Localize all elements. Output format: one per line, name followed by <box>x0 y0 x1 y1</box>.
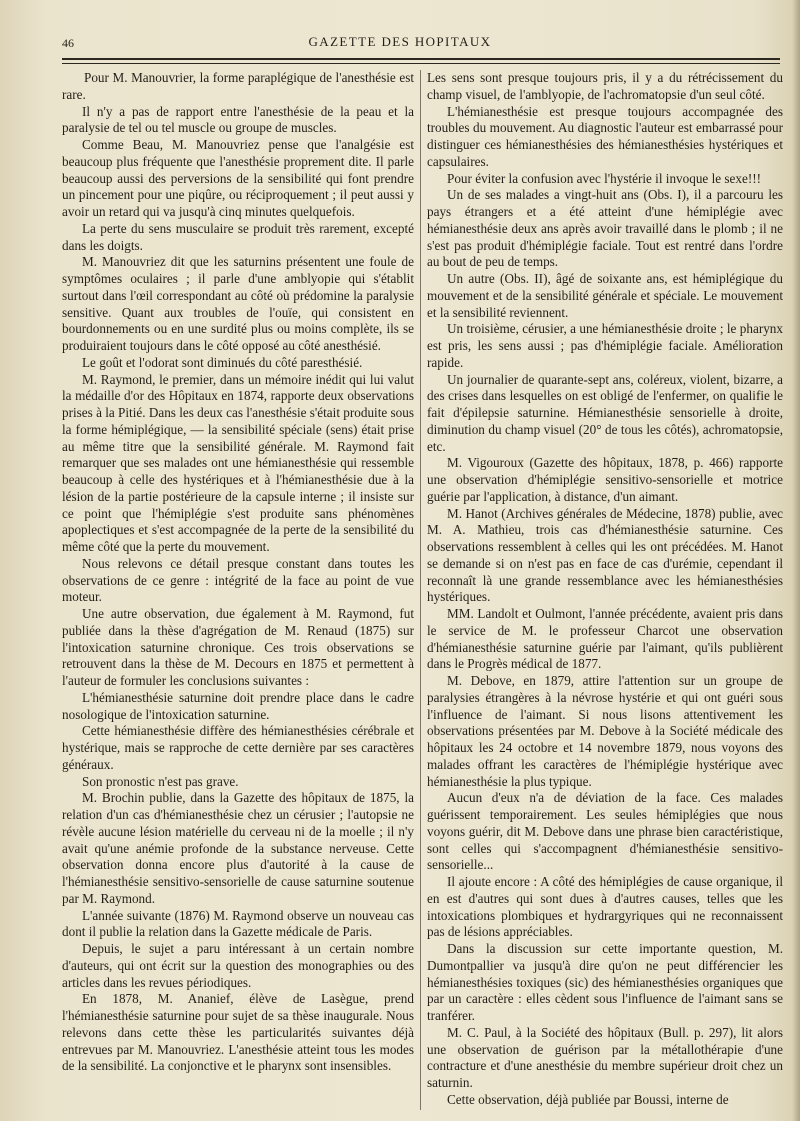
paragraph: La perte du sens musculaire se produit très rarement, excepté dans les doigts. <box>62 220 414 253</box>
running-title: GAZETTE DES HOPITAUX <box>308 34 492 49</box>
paragraph: Cette observation, déjà publiée par Boussi, interne de <box>447 1091 729 1107</box>
paragraph: Dans la discussion sur cette importante question, M. Dumontpallier va jusqu'à dire qu'on ne peut différencier les hémianesthésies toxiques (sic) des hémianesthésies organiques que par un caractère : elles cèdent sous l'influence de l'aimant sans se tranférer. <box>427 941 783 1023</box>
paragraph: Depuis, le sujet a paru intéressant à un certain nombre d'auteurs, qui ont écrit sur la question des monographies ou des articles dans les revues périodiques. <box>62 941 414 990</box>
paragraph: M. Raymond, le premier, dans un mémoire inédit qui lui valut la médaille d'or des Hôpitaux en 1874, rapporte deux observations prises à la Pitié. Dans les deux cas l'anesthésie s'était produite sous la forme hémiplégique, — la sensibilité spéciale (sens) était prise au même titre que la sensibilité générale. M. Raymond fait remarquer que ses malades ont une hémianesthésie qui ressemble beaucoup à celle des hystériques et à l'hémianesthésie due à la lésion de la partie postérieure de la capsule interne ; il insiste sur ce point que l'hémiplégie s'est produite sans phénomènes apoplectiques et s'est accompagnée de la perte de la sensibilité du même côté que la perte du mouvement. <box>62 371 414 554</box>
paragraph: Un journalier de quarante-sept ans, coléreux, violent, bizarre, a des crises dans lesquelles on est obligé de l'enfermer, on qualifie le fait d'épilepsie saturnine. Hémianesthésie sensorielle à droite, diminution du champ visuel (20° de tous les côtés), achromatopsie, etc. <box>427 371 783 454</box>
paragraph: Aucun d'eux n'a de déviation de la face. Ces malades guérissent temporairement. Les seules hémiplégies que nous voyons guérir, dit M. Debove dans une phrase bien caractéristique, sont celles qui s'accompagnent d'hémianesthésie sensitivo-sensorielle... <box>427 790 783 873</box>
paragraph: Les sens sont presque toujours pris, il y a du rétrécissement du champ visuel, de l'amblyopie, de l'achromatopsie d'un seul côté. <box>427 70 783 102</box>
paragraph: Un troisième, cérusier, a une hémianesthésie droite ; le pharynx est pris, les sens aussi ; pas d'hémiplégie faciale. Amélioration rapide. <box>427 321 783 370</box>
paragraph: M. Manouvriez dit que les saturnins présentent une foule de symptômes oculaires ; il parle d'une amblyopie qui s'établit surtout dans l'œil correspondant au côté où prédomine la paralysie sensitive. Quant aux troubles de l'ouïe, qui consistent en bourdonnements ou en une surdité plus ou moins complète, ils se produiraient toujours dans le côté opposé au côté anesthésié. <box>62 254 414 353</box>
paragraph: Pour éviter la confusion avec l'hystérie il invoque le sexe!!! <box>447 170 762 186</box>
paragraph: Comme Beau, M. Manouvriez pense que l'analgésie est beaucoup plus fréquente que l'anesthésie proprement dite. Il parle beaucoup aussi des perversions de la sensibilité qui font prendre un pincement pour une piqûre, ou réciproquement ; il peut aussi y avoir un retard qui va jusqu'à cinq minutes quelquefois. <box>62 137 414 219</box>
paragraph: Un autre (Obs. II), âgé de soixante ans, est hémiplégique du mouvement et de la sensibilité générale et spéciale. Le mouvement et la sensibilité reviennent. <box>427 271 783 320</box>
paragraph: M. C. Paul, à la Société des hôpitaux (Bull. p. 297), lit alors une observation de guérison par la métallothérapie d'une contracture et d'une anesthésie du membre supérieur droit chez un saturnin. <box>427 1024 783 1090</box>
paragraph: M. Debove, en 1879, attire l'attention sur un groupe de paralysies étrangères à la névrose hystérie et qui ont guéri sous l'influence de l'aimant. Si nous lisons attentivement les observations présentées par M. Debove à la Société médicale des hôpitaux les 24 octobre et 14 novembre 1879, nous voyons des malades offrant les caractères de l'hémiplégie hystérique avec hémianesthésie la plus typique. <box>427 673 783 789</box>
header-rule-thin <box>62 63 780 64</box>
paragraph: Le goût et l'odorat sont diminués du côté paresthésié. <box>82 354 363 370</box>
paragraph: Son pronostic n'est pas grave. <box>82 773 239 789</box>
paragraph: Il ajoute encore : A côté des hémiplégies de cause organique, il en est d'autres qui sont dues à d'autres causes, telles que les intoxications plombiques et hydrargyriques qui ne reconnaissent pas de lésions appréciables. <box>427 874 783 940</box>
paragraph: Il n'y a pas de rapport entre l'anesthésie de la peau et la paralysie de tel ou tel muscle ou groupe de muscles. <box>62 103 414 136</box>
paragraph: L'hémianesthésie saturnine doit prendre place dans le cadre nosologique de l'intoxication saturnine. <box>62 689 414 722</box>
paragraph: MM. Landolt et Oulmont, l'année précédente, avaient pris dans le service de M. le professeur Charcot une observation d'hémianesthésie saturnine guérie par l'aimant, qu'ils publièrent dans le Progrès médical de 1877. <box>427 606 783 672</box>
paragraph: M. Hanot (Archives générales de Médecine, 1878) publie, avec M. A. Mathieu, trois cas d'hémianesthésie saturnine. Ces observations ressemblent à celles qui les ont précédées. M. Hanot se demande si on n'est pas en face de cas d'urémie, cependant il reconnaît là une grande ressemblance avec les hémianesthésies hystériques. <box>427 505 783 605</box>
paragraph: Pour M. Manouvrier, la forme paraplégique de l'anesthésie est rare. <box>62 70 414 102</box>
paragraph: M. Vigouroux (Gazette des hôpitaux, 1878, p. 466) rapporte une observation d'hémiplégie sensitivo-sensorielle et motrice guérie par l'application, à distance, d'un aimant. <box>427 455 783 504</box>
paragraph: Cette hémianesthésie diffère des hémianesthésies cérébrale et hystérique, mais se rapproche de cette dernière par ses caractères généraux. <box>62 723 414 772</box>
page-edge-shadow <box>792 0 800 1121</box>
left-column <box>62 70 414 1075</box>
header-rule <box>62 58 780 60</box>
column-divider <box>420 70 421 1110</box>
paragraph: Nous relevons ce détail presque constant dans toutes les observations de ce genre : intégrité de la face au point de vue moteur. <box>62 555 414 605</box>
right-column <box>427 70 783 1109</box>
page-number: 46 <box>62 36 74 50</box>
paragraph: Une autre observation, due également à M. Raymond, fut publiée dans la thèse d'agrégation de M. Renaud (1875) sur l'intoxication saturnine chronique. Ces trois observations se retrouvent dans la thèse de M. Decours en 1875 et permettent à l'auteur de formuler les conclusions suivantes : <box>62 606 414 688</box>
paragraph: L'hémianesthésie est presque toujours accompagnée des troubles du mouvement. Au diagnostic l'auteur est embarrassé pour distinguer ces hémianesthésies des hémianesthésies hystériques et capsulaires. <box>427 103 783 169</box>
paragraph: En 1878, M. Ananief, élève de Lasègue, prend l'hémianesthésie saturnine pour sujet de sa thèse inaugurale. Nous relevons dans cette thèse les particularités suivantes déjà entrevues par M. Manouvriez. L'anesthésie atteint tous les modes de la sensibilité. La conjonctive et le pharynx sont insensibles. <box>62 991 414 1074</box>
paragraph: L'année suivante (1876) M. Raymond observe un nouveau cas dont il publie la relation dans la Gazette médicale de Paris. <box>62 907 414 940</box>
paragraph: Un de ses malades a vingt-huit ans (Obs. I), il a parcouru les pays étrangers et a été atteint d'une hémiplégie avec hémianesthésie deux ans après avoir travaillé dans le plomb ; il ne s'est pas produit d'hémiplégie faciale. Tout est rentré dans l'ordre au bout de peu de temps. <box>427 187 783 270</box>
paragraph: M. Brochin publie, dans la Gazette des hôpitaux de 1875, la relation d'un cas d'hémianesthésie chez un cérusier ; l'autopsie ne révèle aucune lésion matérielle du cerveau ni de la moelle ; il n'y avait qu'une anémie profonde de la substance nerveuse. Cette observation donna encore plus d'autorité à la cause de l'hémianesthésie sensitivo-sensorielle de cause saturnine soutenue par M. Raymond. <box>62 790 414 906</box>
